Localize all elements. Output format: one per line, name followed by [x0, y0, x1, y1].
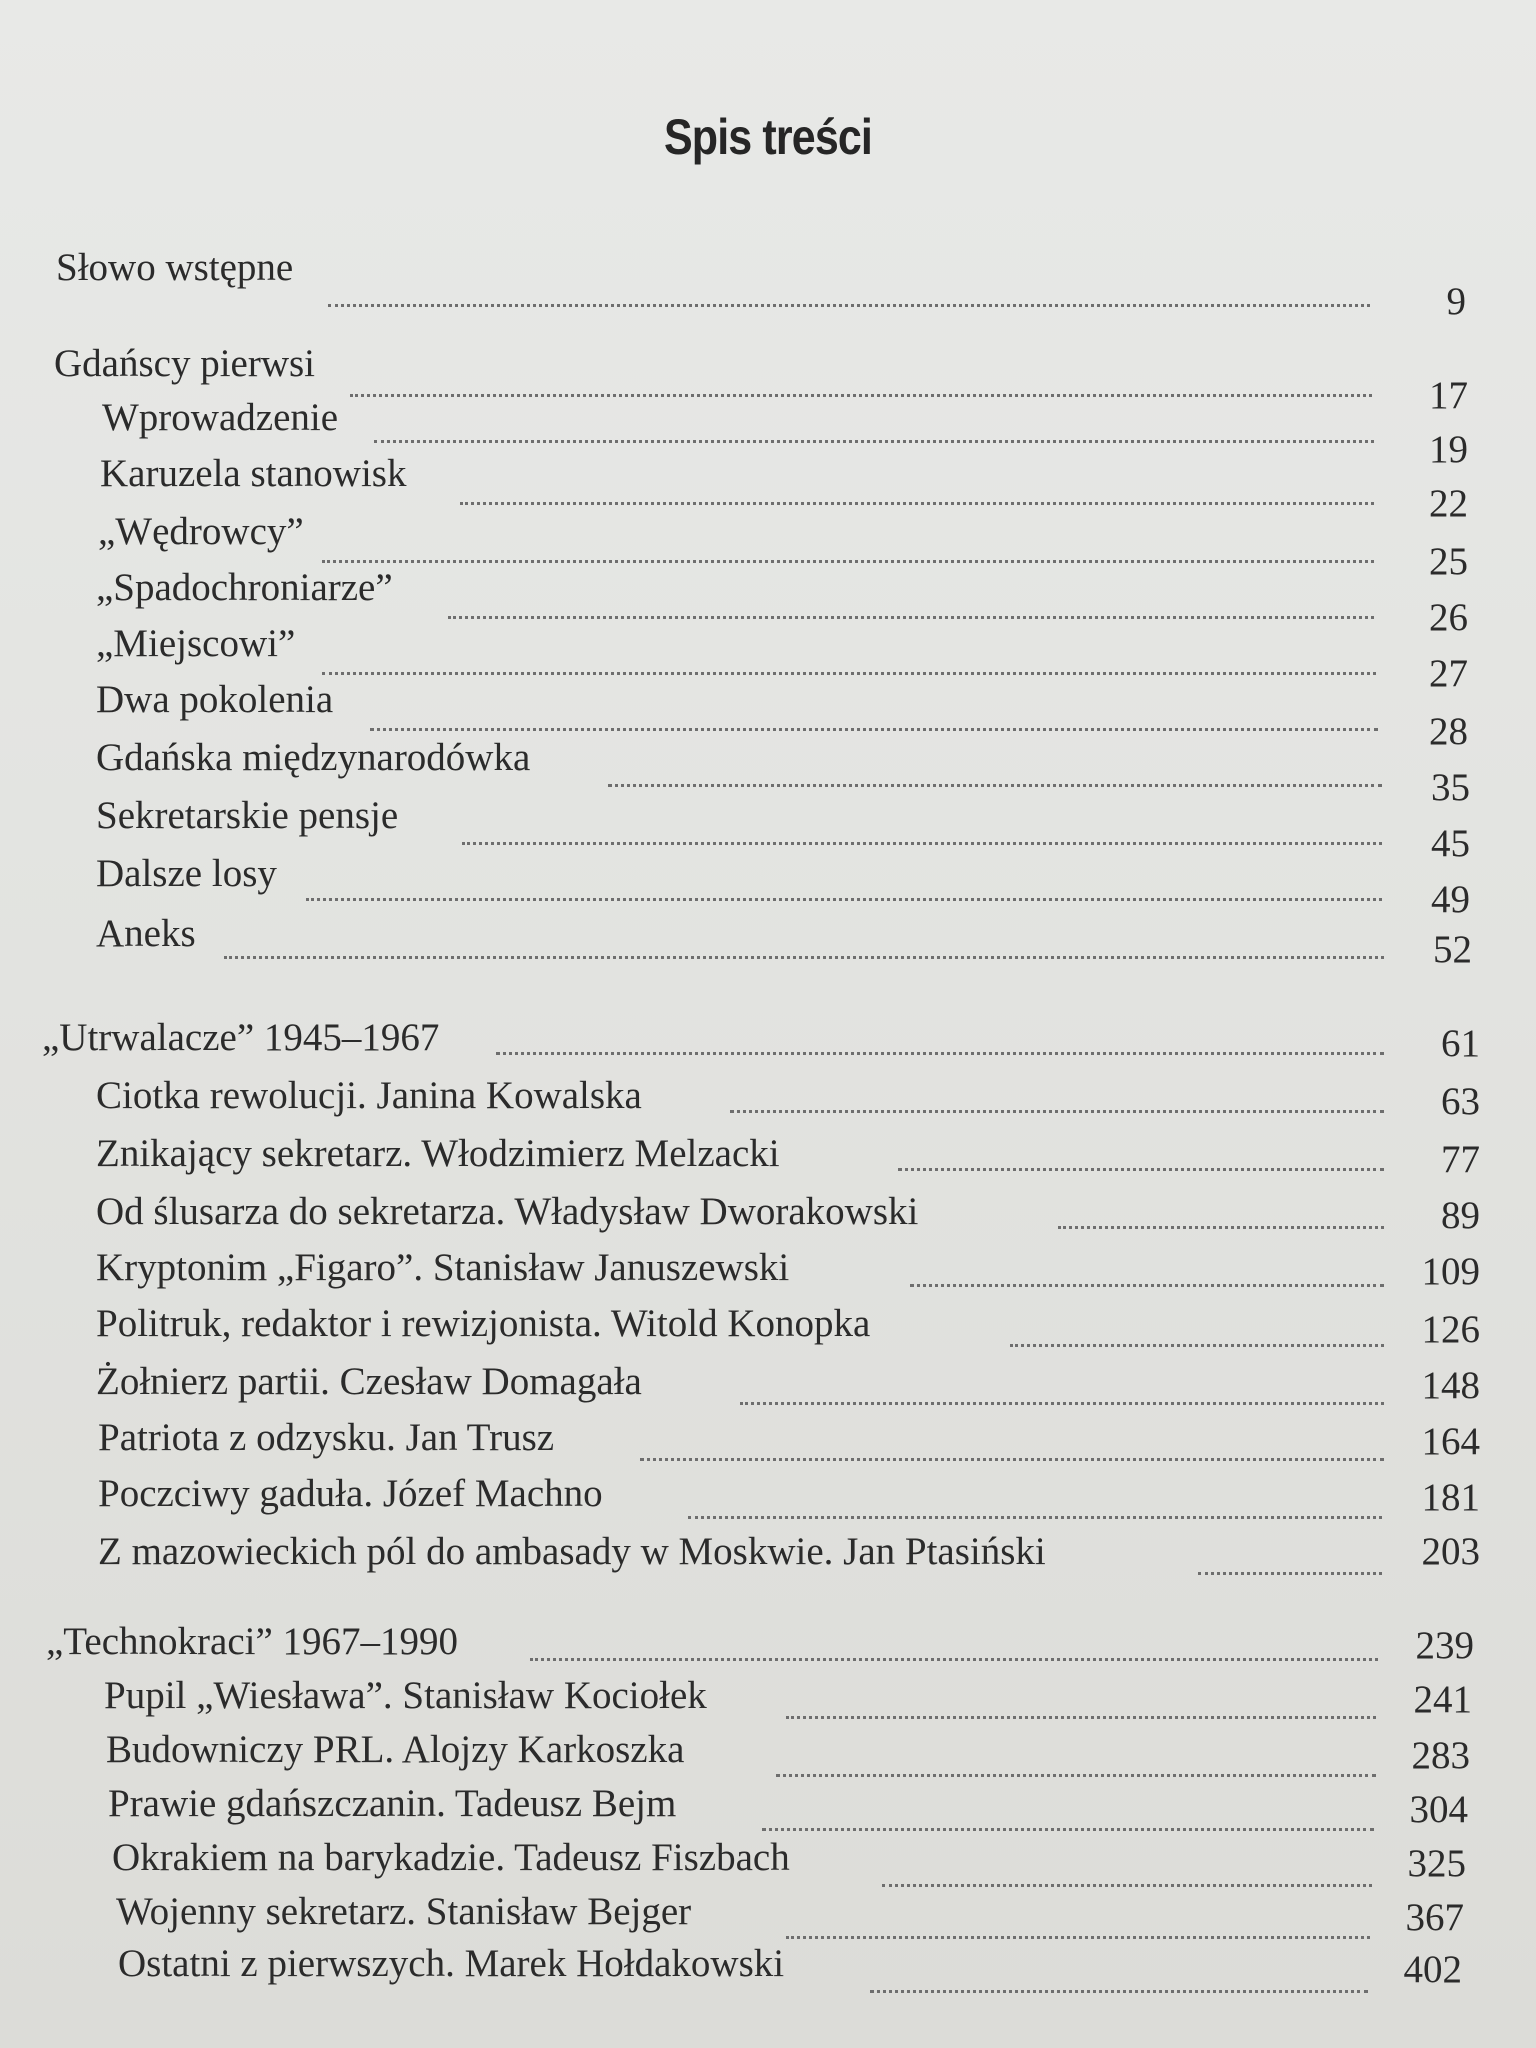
- toc-section-heading: [0, 340, 1536, 417]
- entry-page: 126: [1421, 1308, 1480, 1351]
- entry-page: 9: [1446, 280, 1466, 323]
- entry-label: Żołnierz partii. Czesław Domagała: [96, 1360, 642, 1403]
- entry-label: Patriota z odzysku. Jan Trusz: [98, 1416, 555, 1459]
- entry-label: „Utrwalacze” 1945–1967: [42, 1016, 440, 1059]
- entry-page: 19: [1429, 428, 1468, 471]
- dot-leader: [374, 440, 1374, 443]
- toc-entry: [0, 734, 1536, 809]
- entry-page: 181: [1421, 1476, 1480, 1519]
- dot-leader: [460, 502, 1374, 505]
- entry-page: 164: [1421, 1420, 1480, 1463]
- entry-label: Z mazowieckich pól do ambasady w Moskwie. Jan Ptasiński: [98, 1530, 1046, 1573]
- toc-entry: [0, 1780, 1536, 1836]
- dot-leader: [762, 1828, 1374, 1831]
- dot-leader: [322, 560, 1374, 563]
- toc-entry-intro: [0, 244, 1536, 323]
- toc-entry: [0, 1358, 1536, 1414]
- toc-entry: [0, 1244, 1536, 1300]
- dot-leader: [730, 1110, 1384, 1113]
- dot-leader: [462, 842, 1382, 845]
- toc-section-heading: [0, 1014, 1536, 1070]
- entry-label: Od ślusarza do sekretarza. Władysław Dworakowski: [96, 1190, 919, 1233]
- entry-page: 109: [1421, 1250, 1480, 1293]
- entry-label: Budowniczy PRL. Alojzy Karkoszka: [106, 1728, 685, 1771]
- toc-entry: [0, 394, 1536, 471]
- toc-section-heading: [0, 1618, 1536, 1674]
- entry-page: 367: [1405, 1896, 1464, 1939]
- entry-label: Słowo wstępne: [56, 246, 294, 289]
- dot-leader: [322, 672, 1376, 675]
- entry-label: Sekretarskie pensje: [96, 794, 399, 837]
- entry-label: Ostatni z pierwszych. Marek Hołdakowski: [118, 1942, 785, 1985]
- entry-label: Gdańska międzynarodówka: [96, 736, 531, 779]
- entry-label: Dwa pokolenia: [96, 678, 334, 721]
- toc-entry: [0, 792, 1536, 865]
- page-title: Spis treści: [663, 109, 873, 165]
- entry-page: 241: [1413, 1678, 1472, 1721]
- dot-leader: [370, 728, 1378, 731]
- toc-entry: [0, 1470, 1536, 1526]
- entry-page: 325: [1407, 1842, 1466, 1885]
- entry-page: 402: [1403, 1948, 1462, 1991]
- entry-page: 52: [1433, 928, 1472, 971]
- entry-label: Gdańscy pierwsi: [54, 342, 316, 385]
- entry-label: Wprowadzenie: [102, 396, 339, 439]
- dot-leader: [1058, 1226, 1384, 1229]
- toc-entry: [0, 1834, 1536, 1890]
- entry-page: 25: [1429, 540, 1468, 583]
- entry-page: 304: [1409, 1788, 1468, 1831]
- entry-page: 22: [1429, 482, 1468, 525]
- entry-page: 35: [1431, 766, 1470, 809]
- dot-leader: [910, 1284, 1384, 1287]
- dot-leader: [448, 616, 1374, 619]
- dot-leader: [496, 1052, 1384, 1055]
- entry-label: Prawie gdańszczanin. Tadeusz Bejm: [108, 1782, 677, 1825]
- entry-page: 283: [1411, 1734, 1470, 1777]
- entry-page: 17: [1429, 374, 1468, 417]
- dot-leader: [882, 1884, 1372, 1887]
- entry-label: Kryptonim „Figaro”. Stanisław Januszewski: [96, 1246, 790, 1289]
- toc-entry: [0, 1672, 1536, 1728]
- entry-label: Karuzela stanowisk: [100, 452, 407, 495]
- entry-page: 148: [1421, 1364, 1480, 1407]
- entry-page: 77: [1441, 1138, 1480, 1181]
- entry-page: 89: [1441, 1194, 1480, 1237]
- entry-page: 28: [1429, 710, 1468, 753]
- toc-entry: [0, 1072, 1536, 1128]
- toc-entry: [0, 564, 1536, 639]
- dot-leader: [898, 1168, 1384, 1171]
- dot-leader: [608, 784, 1382, 787]
- entry-page: 63: [1441, 1080, 1480, 1123]
- entry-label: „Spadochroniarze”: [96, 566, 393, 609]
- dot-leader: [640, 1458, 1384, 1461]
- entry-label: Okrakiem na barykadzie. Tadeusz Fiszbach: [112, 1836, 790, 1879]
- entry-label: Wojenny sekretarz. Stanisław Bejger: [116, 1890, 692, 1933]
- entry-label: Aneks: [96, 912, 196, 955]
- entry-label: Poczciwy gaduła. Józef Machno: [98, 1472, 603, 1515]
- dot-leader: [530, 1658, 1378, 1661]
- dot-leader: [870, 1990, 1368, 1993]
- dot-leader: [224, 956, 1384, 959]
- toc-entry: [0, 1188, 1536, 1244]
- entry-label: Ciotka rewolucji. Janina Kowalska: [96, 1074, 642, 1117]
- toc-entry: [0, 850, 1536, 921]
- dot-leader: [776, 1774, 1376, 1777]
- toc-entry: [0, 676, 1536, 753]
- dot-leader: [328, 304, 1370, 307]
- entry-label: Dalsze losy: [96, 852, 277, 895]
- entry-page: 203: [1421, 1530, 1480, 1573]
- entry-page: 239: [1415, 1624, 1474, 1667]
- toc-entry: [0, 1300, 1536, 1356]
- toc-entry: [0, 620, 1536, 695]
- dot-leader: [786, 1936, 1370, 1939]
- toc-entry: [0, 1414, 1536, 1470]
- dot-leader: [306, 898, 1382, 901]
- toc-entry: [0, 1130, 1536, 1186]
- entry-label: Politruk, redaktor i rewizjonista. Witold Konopka: [96, 1302, 871, 1345]
- toc-entry: [0, 1940, 1536, 1996]
- entry-label: Pupil „Wiesława”. Stanisław Kociołek: [104, 1674, 707, 1717]
- dot-leader: [1010, 1344, 1384, 1347]
- dot-leader: [740, 1402, 1384, 1405]
- toc-entry: [0, 508, 1536, 583]
- toc-entry: [0, 450, 1536, 525]
- dot-leader: [688, 1516, 1382, 1519]
- toc-entry: [0, 1726, 1536, 1782]
- entry-label: „Miejscowi”: [96, 622, 296, 665]
- entry-label: „Wędrowcy”: [98, 510, 304, 553]
- toc-entry: [0, 1528, 1536, 1584]
- entry-page: 49: [1431, 878, 1470, 921]
- toc-entry: [0, 910, 1536, 971]
- entry-page: 27: [1429, 652, 1468, 695]
- entry-page: 45: [1431, 822, 1470, 865]
- entry-page: 26: [1429, 596, 1468, 639]
- entry-label: Znikający sekretarz. Włodzimierz Melzacki: [96, 1132, 780, 1175]
- entry-label: „Technokraci” 1967–1990: [46, 1620, 459, 1663]
- entry-page: 61: [1441, 1022, 1480, 1065]
- dot-leader: [786, 1716, 1376, 1719]
- toc-entry: [0, 1888, 1536, 1944]
